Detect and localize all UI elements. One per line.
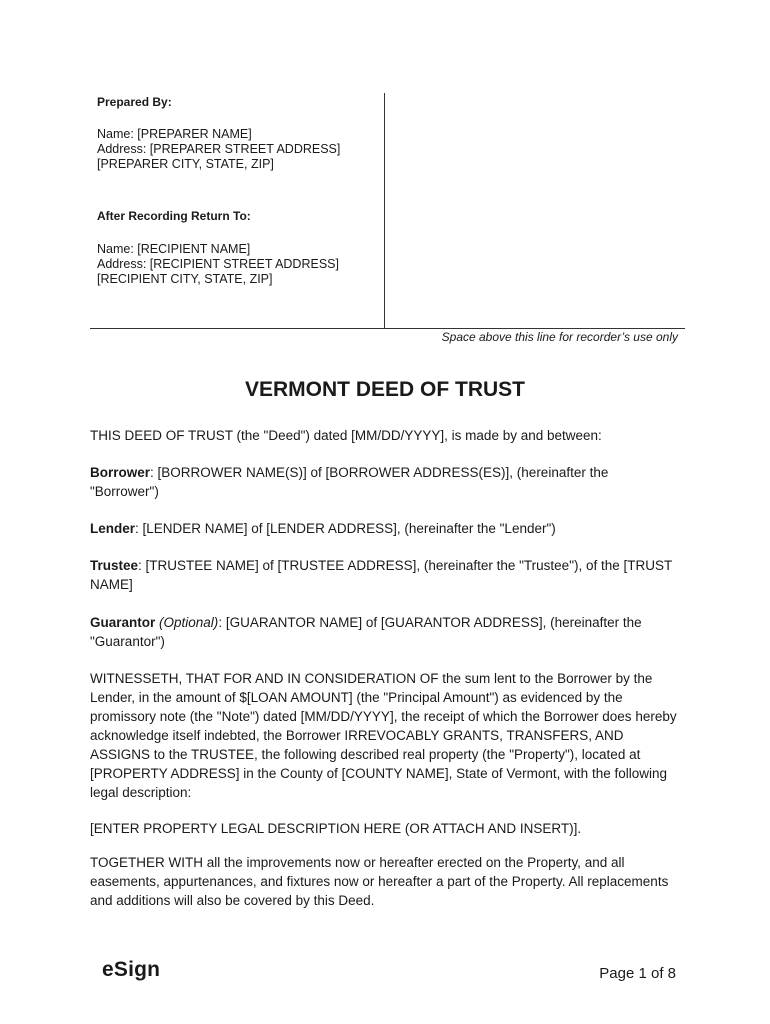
intro-paragraph: THIS DEED OF TRUST (the "Deed") dated [MM/DD/YYYY], is made by and between: — [90, 428, 602, 443]
trustee-label: Trustee — [90, 558, 139, 573]
trustee-text: : [TRUSTEE NAME] of [TRUSTEE ADDRESS], (hereinafter the "Trustee"), of the [TRUST NAME] — [90, 558, 673, 592]
guarantor-text: : [GUARANTOR NAME] of [GUARANTOR ADDRESS], (hereinafter the "Guarantor") — [90, 615, 642, 649]
preparer-address: Address: [PREPARER STREET ADDRESS] — [97, 142, 341, 156]
lender-label: Lender — [90, 521, 136, 536]
guarantor-label: Guarantor — [90, 615, 156, 630]
recipient-city: [RECIPIENT CITY, STATE, ZIP] — [97, 272, 273, 286]
return-to-label: After Recording Return To: — [97, 209, 251, 223]
witnesseth-paragraph: WITNESSETH, THAT FOR AND IN CONSIDERATION OF the sum lent to the Borrower by the Lender, in the amount of $[LOAN AMOUNT] (the "Principal Amount") as evidenced by the promissory note (the "Note") dated [MM/DD/YYYY], the receipt of which the Borrower does hereby acknowledge itself indebted, the Borrower IRREVOCABLY GRANTS, TRANSFERS, AND ASSIGNS to the TRUSTEE, the following described real property (the "Property"), located at [PROPERTY ADDRESS] in the County of [COUNTY NAME], State of Vermont, with the following legal description: — [90, 671, 677, 800]
document-title: VERMONT DEED OF TRUST — [244, 378, 525, 401]
preparer-name: Name: [PREPARER NAME] — [97, 127, 252, 141]
recorder-note: Space above this line for recorder’s use only — [441, 330, 678, 344]
recorder-line — [90, 328, 685, 329]
lender-paragraph — [90, 519, 680, 538]
esign-logo: eSign — [102, 958, 161, 981]
legal-description: [ENTER PROPERTY LEGAL DESCRIPTION HERE (OR ATTACH AND INSERT)]. — [90, 821, 582, 836]
page-number: Page 1 of 8 — [599, 965, 676, 982]
guarantor-optional: (Optional) — [159, 615, 219, 630]
borrower-paragraph — [90, 463, 680, 501]
borrower-text: : [BORROWER NAME(S)] of [BORROWER ADDRESS(ES)], (hereinafter the "Borrower") — [90, 465, 609, 499]
recipient-address: Address: [RECIPIENT STREET ADDRESS] — [97, 257, 339, 271]
trustee-paragraph — [90, 556, 680, 594]
lender-text: : [LENDER NAME] of [LENDER ADDRESS], (hereinafter the "Lender") — [135, 521, 556, 536]
together-paragraph: TOGETHER WITH all the improvements now or hereafter erected on the Property, and all easements, appurtenances, and fixtures now or hereafter a part of the Property. All replacements and additions will also be covered by this Deed. — [90, 855, 669, 908]
borrower-label: Borrower — [90, 465, 151, 480]
prepared-by-label: Prepared By: — [97, 95, 172, 109]
recipient-name: Name: [RECIPIENT NAME] — [97, 242, 251, 256]
preparer-city: [PREPARER CITY, STATE, ZIP] — [97, 157, 274, 171]
guarantor-paragraph — [90, 613, 680, 651]
